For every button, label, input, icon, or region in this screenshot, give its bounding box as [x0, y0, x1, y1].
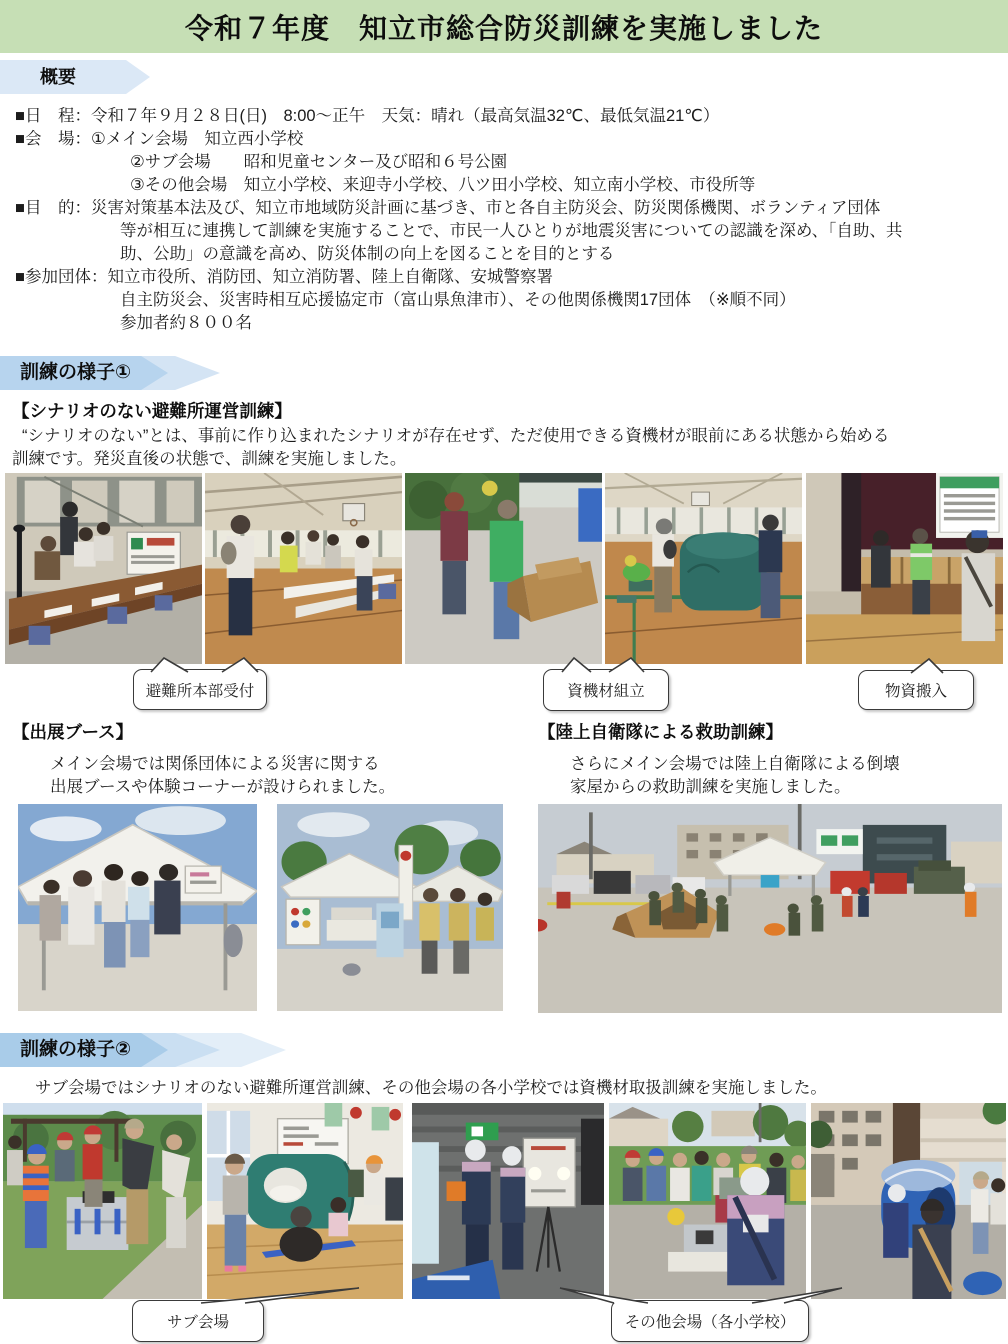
training2-heading: 訓練の様子② [20, 1039, 132, 1060]
photo-gym-tables [205, 473, 402, 664]
overview-row: ■日 程：令和７年９月２８日(日) 8:00～正午 天気：晴れ（最高気温32℃、最低気温21℃） [15, 107, 720, 125]
photo-jsdf-rescue-training [538, 804, 1002, 1013]
photo-other-venue-crowd [609, 1103, 806, 1299]
callout-reception-label: 避難所本部受付 [145, 682, 255, 700]
booth-text-line: 出展ブースや体験コーナーが設けられました。 [50, 778, 396, 796]
rescue-text-line: さらにメイン会場では陸上自衛隊による倒壊 [570, 755, 900, 773]
photo-tent-assembly-gym [605, 473, 802, 664]
photo-reception-desk [5, 473, 202, 664]
photo-supplies-stage [806, 473, 1003, 664]
training1-section-banner [0, 356, 131, 390]
drill-text-line: “シナリオのない”とは、事前に作り込まれたシナリオが存在せず、ただ使用できる資機材が眼前にある状態から始める [22, 427, 890, 445]
callout-other-venues [611, 1300, 809, 1342]
training2-body: サブ会場ではシナリオのない避難所運営訓練、その他会場の各小学校では資機材取扱訓練を実施しました。 [35, 1079, 827, 1097]
photo-sub-venue-park [3, 1103, 202, 1299]
callout-assembly-label: 資機材組立 [567, 683, 645, 700]
overview-row: 等が相互に連携して訓練を実施することで、市民一人ひとりが地震災害についての認識を深め、「自助、共 [120, 222, 903, 240]
overview-heading: 概要 [40, 67, 76, 87]
rescue-title: 【陸上自衛隊による救助訓練】 [538, 722, 783, 742]
overview-row: 自主防災会、災害時相互応援協定市（富山県魚津市）、その他関係機関17団体 （※順不同） [120, 291, 796, 309]
callout-sub-venue-label: サブ会場 [166, 1314, 229, 1331]
photo-carrying-boxes [405, 473, 602, 664]
photo-equipment-training-garage [412, 1103, 604, 1299]
drill-text-line: 訓練です。発災直後の状態で、訓練を実施しました。 [12, 450, 407, 468]
training1-heading: 訓練の様子① [20, 362, 132, 383]
callout-assembly [543, 669, 669, 711]
callout-supplies-label: 物資搬入 [884, 683, 947, 700]
callout-reception [133, 669, 267, 710]
callout-supplies [858, 670, 974, 710]
overview-row: ③その他会場 知立小学校、来迎寺小学校、八ツ田小学校、知立南小学校、市役所等 [130, 176, 756, 194]
photo-booth-tent-visitors [18, 804, 257, 1011]
photo-blue-tent-schoolyard [811, 1103, 1006, 1299]
page-title: 令和７年度 知立市総合防災訓練を実施しました [184, 12, 823, 44]
photo-booth-tents-banners [277, 804, 503, 1011]
drill-title: 【シナリオのない避難所運営訓練】 [12, 401, 292, 421]
booth-title: 【出展ブース】 [12, 722, 134, 742]
overview-section-banner [0, 60, 76, 94]
overview-row: 助、公助」の意識を高め、防災体制の向上を図ることを目的とする [120, 245, 615, 263]
overview-row: ■目 的：災害対策基本法及び、知立市地域防災計画に基づき、市と各自主防災会、防災関係機関、ボランティア団体 [15, 199, 881, 217]
rescue-text-line: 家屋からの救助訓練を実施しました。 [570, 778, 851, 796]
overview-row: ②サブ会場 昭和児童センター及び昭和６号公園 [130, 153, 508, 171]
callout-sub-venue [132, 1300, 264, 1342]
callout-other-venues-label: その他会場（各小学校） [624, 1314, 796, 1331]
booth-text-line: メイン会場では関係団体による災害に関する [50, 755, 380, 773]
training2-section-banner [0, 1033, 131, 1067]
overview-row: ■会 場：①メイン会場 知立西小学校 [15, 130, 304, 148]
overview-row: 参加者約８００名 [120, 314, 252, 332]
page-title-bar [0, 0, 1008, 53]
overview-row: ■参加団体：知立市役所、消防団、知立消防署、陸上自衛隊、安城警察署 [15, 268, 553, 286]
photo-sub-venue-room-tent [207, 1103, 403, 1299]
